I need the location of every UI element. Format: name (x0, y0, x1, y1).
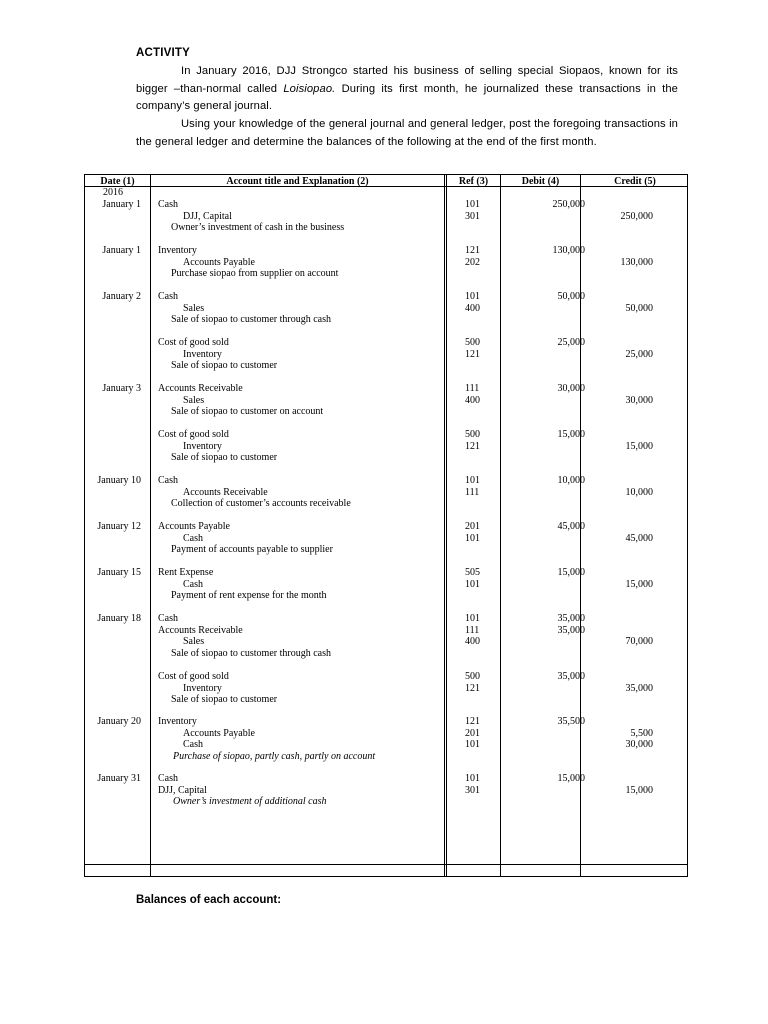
credit-amount: 15,000 (625, 578, 653, 590)
account-title: Accounts Payable (158, 521, 230, 532)
credit-amount: 45,000 (625, 532, 653, 544)
entry-explanation: Owner’s investment of cash in the business (171, 222, 345, 233)
account-title: DJJ, Capital (158, 784, 207, 796)
account-title: Accounts Payable (183, 256, 255, 268)
debit-amount: 250,000 (552, 199, 585, 210)
entry-date: January 10 (97, 475, 141, 486)
ref-number: 101 (465, 475, 480, 486)
account-title: Accounts Receivable (158, 383, 243, 394)
debit-amount: 35,000 (557, 613, 585, 624)
header-account: Account title and Explanation (2) (226, 176, 369, 187)
credit-amount: 25,000 (625, 348, 653, 360)
ref-number: 121 (465, 440, 480, 452)
credit-amount: 35,000 (625, 682, 653, 694)
entry-date: January 3 (102, 383, 141, 394)
ref-number: 101 (465, 613, 480, 624)
header-debit: Debit (4) (521, 176, 560, 187)
debit-amount: 45,000 (557, 521, 585, 532)
debit-amount: 50,000 (557, 291, 585, 302)
footer-divider (85, 864, 687, 865)
ref-number: 121 (465, 682, 480, 694)
ref-number: 101 (465, 199, 480, 210)
entry-explanation: Sale of siopao to customer through cash (171, 314, 331, 325)
credit-amount: 10,000 (625, 486, 653, 498)
journal-year: 2016 (103, 187, 123, 198)
account-title: Cash (158, 475, 178, 486)
ref-number: 400 (465, 302, 480, 314)
entry-date: January 31 (97, 773, 141, 784)
ref-number: 301 (465, 210, 480, 222)
intro-text-1: In January 2016, DJJ Strongco started his business of selling special Siopaos, known for its bigger –than-normal called (136, 65, 678, 95)
account-title: Rent Expense (158, 567, 214, 578)
entry-explanation: Payment of accounts payable to supplier (171, 544, 333, 555)
account-title: Cash (158, 773, 178, 784)
column-divider (444, 175, 447, 876)
entry-explanation: Sale of siopao to customer through cash (171, 647, 331, 659)
ref-number: 400 (465, 394, 480, 406)
account-title: Accounts Receivable (158, 624, 243, 636)
ref-number: 111 (465, 486, 480, 498)
credit-amount: 50,000 (625, 302, 653, 314)
account-title: Cash (158, 613, 178, 624)
credit-amount: 30,000 (625, 394, 653, 406)
ref-number: 101 (465, 773, 480, 784)
entry-explanation: Collection of customer’s accounts receivable (171, 498, 351, 509)
entry-date: January 20 (97, 716, 141, 727)
ref-number: 500 (465, 429, 480, 440)
debit-amount: 130,000 (552, 245, 585, 256)
header-date: Date (1) (100, 176, 135, 187)
ref-number: 500 (465, 671, 480, 682)
debit-amount: 35,000 (557, 624, 585, 636)
account-title: Accounts Receivable (183, 486, 268, 498)
ref-number: 121 (465, 348, 480, 360)
account-title: Cost of good sold (158, 671, 229, 682)
account-title: Accounts Payable (183, 727, 255, 739)
ref-number: 505 (465, 567, 480, 578)
entry-explanation: Sale of siopao to customer (171, 452, 278, 463)
account-title: Cash (158, 199, 178, 210)
intro-paragraph (136, 63, 678, 116)
instruction-paragraph: Using your knowledge of the general journal and general ledger, post the foregoing transactions in the general ledger and determine the balances of the following at the end of the first month. (136, 118, 678, 148)
general-journal-table (84, 174, 688, 877)
account-title: Inventory (158, 245, 197, 256)
intro-text-2: During its first month, he journalized these transactions in the company’s general journal. (136, 82, 678, 112)
account-title: DJJ, Capital (183, 210, 232, 222)
account-title: Sales (183, 394, 205, 406)
entry-date: January 12 (97, 521, 141, 532)
credit-amount: 15,000 (625, 784, 653, 796)
account-title: Cash (183, 739, 203, 750)
account-title: Inventory (183, 682, 222, 694)
ref-number: 121 (465, 716, 480, 727)
ref-number: 500 (465, 337, 480, 348)
account-title: Cost of good sold (158, 337, 229, 348)
ref-number: 111 (465, 624, 480, 636)
ref-number: 101 (465, 532, 480, 544)
ref-number: 400 (465, 636, 480, 647)
account-title: Cash (183, 578, 203, 590)
entry-explanation: Sale of siopao to customer on account (171, 406, 324, 417)
account-title: Inventory (158, 716, 197, 727)
entry-explanation: Sale of siopao to customer (171, 694, 278, 705)
entry-date: January 15 (97, 567, 141, 578)
ref-number: 121 (465, 245, 480, 256)
ref-number: 201 (465, 521, 480, 532)
debit-amount: 15,000 (557, 567, 585, 578)
column-divider (150, 175, 151, 876)
account-title: Sales (183, 636, 205, 647)
credit-amount: 30,000 (625, 739, 653, 750)
entry-explanation: Payment of rent expense for the month (171, 590, 327, 601)
ref-number: 111 (465, 383, 480, 394)
credit-amount: 15,000 (625, 440, 653, 452)
entry-date: January 1 (102, 199, 141, 210)
debit-amount: 15,000 (557, 773, 585, 784)
credit-amount: 250,000 (620, 210, 653, 222)
account-title: Cash (183, 532, 203, 544)
account-title: Inventory (183, 348, 222, 360)
entry-explanation: Purchase of siopao, partly cash, partly on account (173, 750, 376, 762)
credit-amount: 130,000 (620, 256, 653, 268)
debit-amount: 25,000 (557, 337, 585, 348)
header-ref: Ref (3) (458, 176, 489, 187)
entry-date: January 18 (97, 613, 141, 624)
account-title: Inventory (183, 440, 222, 452)
entry-explanation: Sale of siopao to customer (171, 360, 278, 371)
entry-date: January 1 (102, 245, 141, 256)
entry-explanation: Owner’s investment of additional cash (173, 796, 327, 807)
entry-date: January 2 (102, 291, 141, 302)
debit-amount: 35,000 (557, 671, 585, 682)
debit-amount: 30,000 (557, 383, 585, 394)
product-name: Loisiopao. (283, 82, 336, 95)
balances-label: Balances of each account: (136, 894, 282, 906)
debit-amount: 15,000 (557, 429, 585, 440)
header-credit: Credit (5) (614, 176, 656, 187)
account-title: Cost of good sold (158, 429, 229, 440)
ref-number: 301 (465, 784, 480, 796)
column-divider (500, 175, 501, 876)
debit-amount: 10,000 (557, 475, 585, 486)
credit-amount: 5,500 (630, 727, 653, 739)
ref-number: 101 (465, 291, 480, 302)
ref-number: 202 (465, 256, 480, 268)
ref-number: 101 (465, 739, 480, 750)
ref-number: 201 (465, 727, 480, 739)
ref-number: 101 (465, 578, 480, 590)
entry-explanation: Purchase siopao from supplier on account (171, 268, 339, 279)
account-title: Sales (183, 302, 205, 314)
debit-amount: 35,500 (557, 716, 585, 727)
activity-heading: ACTIVITY (136, 47, 190, 59)
credit-amount: 70,000 (625, 636, 653, 647)
account-title: Cash (158, 291, 178, 302)
